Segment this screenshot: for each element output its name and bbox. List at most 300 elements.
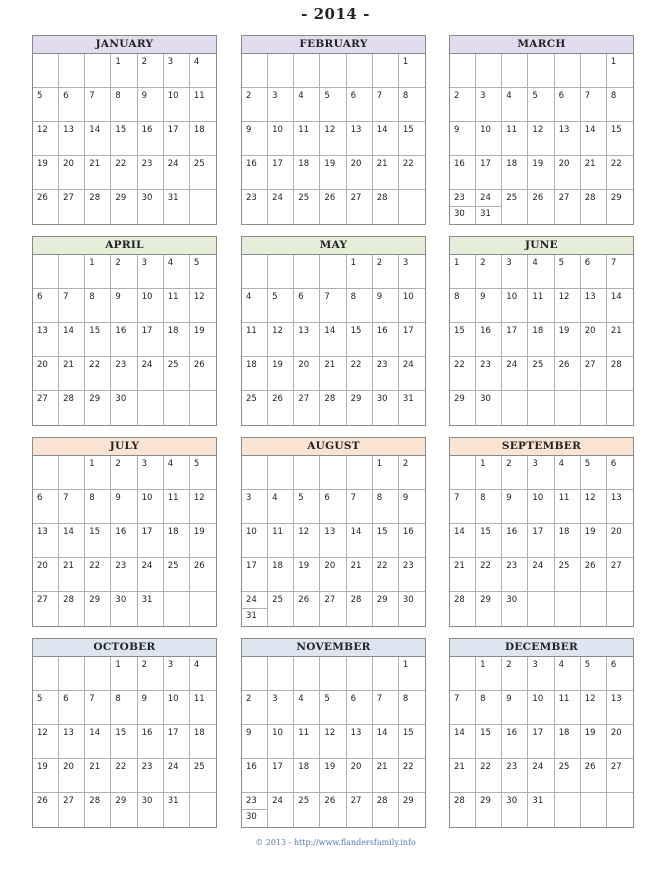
- day-number: 23: [376, 360, 388, 370]
- day-number: 18: [298, 762, 310, 772]
- day-cell: [294, 691, 320, 725]
- day-number: 16: [246, 159, 257, 169]
- day-number: 23: [246, 193, 257, 203]
- day-cell: [607, 490, 633, 524]
- day-number: 4: [558, 660, 564, 670]
- day-cell: [502, 190, 528, 224]
- day-number: 8: [480, 493, 486, 503]
- day-number: 20: [37, 561, 48, 571]
- day-cell: [450, 691, 476, 725]
- day-cell: [555, 156, 581, 190]
- day-cell: [555, 691, 581, 725]
- day-cell: [528, 725, 554, 759]
- day-cell: [294, 725, 320, 759]
- day-number: 19: [584, 728, 596, 738]
- month-header: APRIL: [33, 237, 216, 255]
- month-days-grid: [33, 456, 216, 626]
- day-number: 29: [89, 394, 101, 404]
- day-number: 14: [63, 527, 74, 537]
- day-cell: [164, 255, 190, 289]
- day-cell: [111, 558, 137, 592]
- day-cell: [502, 456, 528, 490]
- day-number: 24: [506, 360, 518, 370]
- day-cell: [190, 289, 216, 323]
- day-cell: [450, 255, 476, 289]
- day-cell: [373, 190, 399, 224]
- day-cell: [373, 357, 399, 391]
- day-number: 16: [376, 326, 388, 336]
- day-number: 8: [376, 493, 383, 503]
- day-number: 14: [324, 326, 336, 336]
- day-cell: [399, 289, 425, 323]
- day-cell: [33, 88, 59, 122]
- day-number: 14: [350, 527, 362, 537]
- day-cell: [320, 156, 346, 190]
- day-cell: [502, 323, 528, 357]
- day-cell: [607, 323, 633, 357]
- day-number: 14: [454, 728, 465, 738]
- day-cell: [242, 725, 268, 759]
- day-cell: [347, 54, 373, 88]
- day-cell: [373, 558, 399, 592]
- day-number: 16: [506, 728, 518, 738]
- day-cell: [581, 490, 607, 524]
- day-number: 5: [324, 694, 330, 704]
- day-number: 25: [558, 561, 570, 571]
- day-cell: [33, 490, 59, 524]
- day-cell: [607, 592, 633, 626]
- day-number: 10: [167, 91, 179, 101]
- day-number: 23: [480, 360, 491, 370]
- day-number: 27: [324, 595, 336, 605]
- day-cell: [399, 759, 425, 793]
- day-number: 4: [298, 694, 304, 704]
- day-cell: [59, 725, 85, 759]
- day-number: 6: [350, 694, 356, 704]
- day-number: 15: [610, 125, 622, 135]
- day-number: 2: [141, 660, 147, 670]
- day-cell: [85, 289, 111, 323]
- day-cell: [502, 490, 528, 524]
- day-cell: [33, 391, 59, 425]
- day-cell: [450, 793, 476, 827]
- day-cell: [294, 657, 320, 691]
- day-number: 24: [141, 360, 153, 370]
- day-cell: [85, 725, 111, 759]
- day-cell: [85, 88, 111, 122]
- day-number: 13: [37, 326, 48, 336]
- day-cell: [138, 54, 164, 88]
- day-cell: [502, 357, 528, 391]
- day-cell: [555, 592, 581, 626]
- day-number: 25: [246, 394, 257, 404]
- day-cell: [294, 122, 320, 156]
- day-cell: [268, 357, 294, 391]
- day-number: 7: [350, 493, 356, 503]
- day-number: 17: [167, 728, 179, 738]
- month-header: OCTOBER: [33, 639, 216, 657]
- day-cell: [347, 357, 373, 391]
- day-cell: [528, 558, 554, 592]
- day-cell: [450, 190, 476, 224]
- month-header: MAY: [242, 237, 425, 255]
- day-number: 17: [506, 326, 518, 336]
- day-cell: [450, 88, 476, 122]
- day-cell: [581, 156, 607, 190]
- day-number: 6: [63, 91, 69, 101]
- day-cell: [33, 657, 59, 691]
- day-cell: [138, 793, 164, 827]
- day-number: 18: [272, 561, 283, 571]
- day-number: 4: [272, 493, 278, 503]
- day-number: 27: [350, 193, 362, 203]
- day-number: 10: [141, 493, 153, 503]
- day-number: 27: [63, 796, 74, 806]
- day-cell: [164, 524, 190, 558]
- day-number: 2: [454, 91, 460, 101]
- month-days-grid: [33, 54, 216, 224]
- day-number: 25: [532, 360, 544, 370]
- day-number: 17: [246, 561, 257, 571]
- day-cell: [59, 88, 85, 122]
- day-number: 22: [115, 762, 127, 772]
- day-number: 26: [532, 193, 544, 203]
- day-cell: [581, 88, 607, 122]
- day-number: 5: [193, 258, 200, 268]
- day-cell: [476, 255, 502, 289]
- day-number: 23: [246, 796, 257, 806]
- day-number: 22: [89, 360, 101, 370]
- month-header: DECEMBER: [450, 639, 633, 657]
- day-number: 5: [324, 91, 330, 101]
- day-cell: [111, 289, 137, 323]
- day-cell: [320, 490, 346, 524]
- day-number: 21: [63, 561, 74, 571]
- day-number: 6: [584, 258, 591, 268]
- day-cell: [85, 490, 111, 524]
- day-number: 17: [141, 527, 153, 537]
- day-number: 29: [402, 796, 414, 806]
- day-cell: [373, 54, 399, 88]
- day-number: 20: [610, 728, 622, 738]
- day-number: 30: [115, 595, 127, 605]
- day-cell: [190, 558, 216, 592]
- day-number: 1: [376, 459, 383, 469]
- day-number: 30: [141, 193, 153, 203]
- day-cell: [502, 691, 528, 725]
- day-number: 14: [376, 728, 388, 738]
- day-number: 1: [115, 660, 121, 670]
- day-number: 17: [480, 159, 491, 169]
- day-cell: [138, 156, 164, 190]
- day-number: 28: [454, 595, 465, 605]
- day-number: 21: [324, 360, 336, 370]
- day-number: 5: [532, 91, 538, 101]
- day-number: 3: [402, 258, 409, 268]
- day-cell: [164, 357, 190, 391]
- day-number: 17: [402, 326, 414, 336]
- day-cell: [476, 54, 502, 88]
- day-cell: [320, 657, 346, 691]
- day-cell: [320, 289, 346, 323]
- month-days-grid: [242, 255, 425, 425]
- day-number: 8: [480, 694, 486, 704]
- day-number: 7: [63, 292, 69, 302]
- month-september: [449, 437, 634, 627]
- day-cell: [373, 793, 399, 827]
- day-cell: [190, 725, 216, 759]
- day-cell: [59, 391, 85, 425]
- day-cell: [555, 558, 581, 592]
- day-cell: [399, 357, 425, 391]
- day-cell: [111, 357, 137, 391]
- day-cell: [190, 793, 216, 827]
- day-cell: [320, 456, 346, 490]
- day-cell: [59, 524, 85, 558]
- day-cell: [528, 391, 554, 425]
- day-cell: [268, 289, 294, 323]
- day-cell: [373, 657, 399, 691]
- day-number: 12: [584, 493, 596, 503]
- day-number: 16: [246, 762, 257, 772]
- day-number: 10: [506, 292, 518, 302]
- month-days-grid: [450, 456, 633, 626]
- day-number: 7: [376, 694, 383, 704]
- day-cell: [190, 357, 216, 391]
- day-number: 16: [402, 527, 414, 537]
- day-cell: [242, 88, 268, 122]
- day-number: 28: [584, 193, 596, 203]
- day-cell: [347, 456, 373, 490]
- day-cell: [164, 592, 190, 626]
- day-number: 20: [63, 762, 74, 772]
- month-header: JANUARY: [33, 36, 216, 54]
- day-cell: [111, 323, 137, 357]
- day-number: 16: [480, 326, 491, 336]
- day-number: 9: [506, 694, 512, 704]
- day-cell: [581, 456, 607, 490]
- day-cell: [138, 255, 164, 289]
- day-number: 29: [480, 595, 491, 605]
- day-number: 4: [298, 91, 304, 101]
- day-number: 21: [454, 561, 465, 571]
- day-number: 15: [89, 326, 101, 336]
- day-number: 22: [350, 360, 362, 370]
- day-cell: [242, 323, 268, 357]
- day-number: 1: [350, 258, 356, 268]
- day-cell: [33, 524, 59, 558]
- day-number: 15: [402, 728, 414, 738]
- day-cell: [242, 558, 268, 592]
- day-cell: [476, 323, 502, 357]
- month-header: JULY: [33, 438, 216, 456]
- day-cell: [294, 54, 320, 88]
- day-cell: [268, 592, 294, 626]
- day-number: 3: [272, 694, 278, 704]
- day-number: 13: [350, 125, 362, 135]
- day-number: 6: [298, 292, 304, 302]
- day-cell: [111, 759, 137, 793]
- day-number: 7: [454, 694, 460, 704]
- day-cell: [347, 255, 373, 289]
- day-cell: [268, 759, 294, 793]
- day-cell: [555, 793, 581, 827]
- day-cell: [450, 558, 476, 592]
- day-number: 20: [584, 326, 596, 336]
- day-cell: [528, 657, 554, 691]
- day-number: 23: [115, 561, 127, 571]
- day-cell: [164, 558, 190, 592]
- day-number: 22: [402, 159, 414, 169]
- day-number: 13: [63, 728, 74, 738]
- month-january: [32, 35, 217, 225]
- day-cell: [268, 691, 294, 725]
- day-cell: [190, 88, 216, 122]
- day-number: 20: [37, 360, 48, 370]
- day-number: 27: [558, 193, 570, 203]
- day-cell: [607, 759, 633, 793]
- day-number: 13: [610, 493, 622, 503]
- day-number: 14: [584, 125, 596, 135]
- day-number: 9: [454, 125, 460, 135]
- day-cell: [502, 592, 528, 626]
- day-number: 25: [272, 595, 283, 605]
- month-may: [241, 236, 426, 426]
- day-cell: [555, 657, 581, 691]
- day-number: 29: [115, 796, 127, 806]
- day-number: 8: [402, 91, 409, 101]
- day-cell: [138, 759, 164, 793]
- day-cell: [347, 524, 373, 558]
- day-cell: [320, 558, 346, 592]
- day-number: 28: [63, 394, 74, 404]
- day-cell: [581, 592, 607, 626]
- day-cell: [59, 456, 85, 490]
- day-cell: [33, 357, 59, 391]
- day-number: 13: [610, 694, 622, 704]
- day-cell: [294, 456, 320, 490]
- day-cell: [373, 255, 399, 289]
- day-number: 3: [272, 91, 278, 101]
- day-cell: [164, 725, 190, 759]
- day-cell: [555, 54, 581, 88]
- day-number: 24: [480, 193, 491, 203]
- day-cell: [85, 793, 111, 827]
- day-number: 3: [480, 91, 486, 101]
- day-number: 30: [506, 595, 518, 605]
- day-cell: [347, 691, 373, 725]
- day-number: 26: [324, 193, 336, 203]
- day-cell: [59, 490, 85, 524]
- day-number: 7: [89, 694, 95, 704]
- month-header: JUNE: [450, 237, 633, 255]
- day-number: 6: [350, 91, 356, 101]
- day-cell: [59, 122, 85, 156]
- day-number: 19: [37, 159, 48, 169]
- day-cell: [138, 524, 164, 558]
- day-number: 23: [141, 159, 153, 169]
- day-number: 4: [532, 258, 538, 268]
- day-number: 10: [272, 728, 283, 738]
- day-cell: [138, 657, 164, 691]
- day-number: 30: [506, 796, 518, 806]
- day-cell: [581, 323, 607, 357]
- day-cell: [111, 122, 137, 156]
- day-number: 6: [37, 493, 43, 503]
- day-cell: [399, 691, 425, 725]
- day-cell: [85, 54, 111, 88]
- day-number: 12: [558, 292, 570, 302]
- day-number: 15: [115, 125, 127, 135]
- day-number: 10: [480, 125, 491, 135]
- day-cell: [138, 456, 164, 490]
- day-cell: [476, 289, 502, 323]
- day-number: 16: [506, 527, 518, 537]
- day-number: 25: [506, 193, 518, 203]
- day-cell: [268, 725, 294, 759]
- day-cell: [164, 759, 190, 793]
- day-number: 12: [324, 125, 336, 135]
- day-number: 30: [115, 394, 127, 404]
- day-cell: [347, 323, 373, 357]
- day-number: 9: [402, 493, 409, 503]
- day-number: 1: [402, 57, 409, 67]
- day-cell: [268, 657, 294, 691]
- day-cell: [528, 122, 554, 156]
- day-cell: [607, 122, 633, 156]
- day-cell: [373, 592, 399, 626]
- day-number: 21: [584, 159, 596, 169]
- day-number: 10: [402, 292, 414, 302]
- day-cell: [502, 289, 528, 323]
- day-cell: [607, 558, 633, 592]
- day-number: 11: [558, 694, 570, 704]
- day-number: 18: [532, 326, 544, 336]
- day-cell: [138, 357, 164, 391]
- day-cell: [399, 88, 425, 122]
- day-cell: [85, 759, 111, 793]
- day-number: 22: [610, 159, 622, 169]
- month-days-grid: [33, 255, 216, 425]
- day-number: 21: [89, 159, 101, 169]
- day-cell: [294, 156, 320, 190]
- day-number: 21: [454, 762, 465, 772]
- day-cell: [242, 759, 268, 793]
- day-cell: [476, 122, 502, 156]
- day-number: 5: [37, 91, 43, 101]
- day-number: 27: [610, 561, 622, 571]
- day-cell: [111, 391, 137, 425]
- day-cell: [502, 725, 528, 759]
- day-number: 9: [141, 91, 147, 101]
- day-number: 28: [324, 394, 336, 404]
- day-number: 11: [506, 125, 518, 135]
- day-cell: [242, 156, 268, 190]
- day-cell: [294, 524, 320, 558]
- month-march: [449, 35, 634, 225]
- day-number: 12: [272, 326, 283, 336]
- day-number: 24: [167, 762, 179, 772]
- day-cell: [399, 190, 425, 224]
- day-number: 27: [584, 360, 596, 370]
- day-number: 11: [532, 292, 544, 302]
- day-cell: [85, 190, 111, 224]
- day-number: 16: [115, 326, 127, 336]
- day-cell: [33, 759, 59, 793]
- day-number: 25: [167, 561, 179, 571]
- day-cell: [242, 289, 268, 323]
- day-cell: [242, 793, 268, 827]
